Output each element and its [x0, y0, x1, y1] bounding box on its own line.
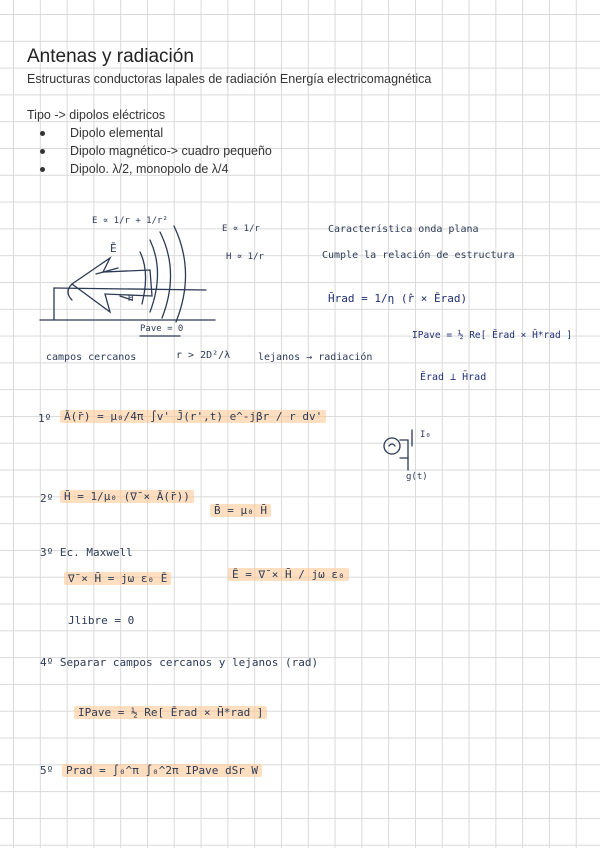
- step-1-equation: Ā(r̄) = μ₀/4π ∫v' J̄(r',t) e^-jβr / r dv': [60, 410, 326, 423]
- h-proportional: H ∝ 1/r: [226, 252, 264, 262]
- far-field: lejanos → radiación: [258, 352, 373, 363]
- e-field-label: Ē: [110, 242, 117, 255]
- far-condition: r > 2D²/λ: [176, 350, 231, 361]
- page-title: Antenas y radiación: [27, 46, 194, 67]
- step-3-equation-2: Ē = ∇̄ × H̄ / jω ε₀: [228, 568, 349, 581]
- types-heading: Tipo -> dipolos eléctricos: [27, 108, 166, 122]
- plane-wave-line1: Característica onda plana: [328, 224, 479, 235]
- step-5-eq-wrap: [62, 764, 262, 777]
- page-subtitle: Estructuras conductoras lapales de radiación Energía electricomagnética: [27, 72, 432, 86]
- step-2-b-relation: B̄ = μ₀ H̄: [210, 504, 271, 517]
- step-4-title: 4º Separar campos cercanos y lejanos (rad): [40, 656, 319, 669]
- step-5-number: 5º: [40, 764, 54, 777]
- list-item: Dipolo elemental: [70, 126, 164, 140]
- near-field: campos cercanos: [46, 352, 137, 363]
- source-signal: g(t): [406, 472, 428, 482]
- list-item: Dipolo. λ/2, monopolo de λ/4: [70, 162, 229, 176]
- hrad-equation: H̄rad = 1/η (r̂ × Ērad): [328, 292, 468, 305]
- source-current: I₀: [420, 430, 431, 440]
- step-3-eq1-wrap: [64, 572, 171, 585]
- step-3-equation-1: ∇̄ × H̄ = jω ε₀ Ē: [64, 572, 171, 585]
- step-2-number: 2º: [40, 492, 54, 505]
- step-4-eq-wrap: [74, 706, 267, 719]
- step-5-equation: Prad = ∫₀^π ∫₀^2π IPave dSr W: [62, 764, 262, 777]
- plane-wave-line2: Cumple la relación de estructura: [322, 250, 515, 261]
- pave-zero: Pave = 0: [140, 324, 184, 334]
- pave-equation: IPave = ½ Re[ Ērad × H̄*rad ]: [412, 330, 573, 341]
- h-field-label: H: [128, 294, 134, 304]
- step-3-title: 3º Ec. Maxwell: [40, 546, 133, 559]
- perp-relation: Ērad ⊥ H̄rad: [420, 372, 487, 383]
- step-3-jlibre: Jlibre = 0: [68, 614, 135, 627]
- e-proportional: E ∝ 1/r: [222, 224, 260, 234]
- step-1-equation-wrap: [60, 410, 326, 423]
- list-item: Dipolo magnético-> cuadro pequeño: [70, 144, 272, 158]
- step-2-equation: H̄ = 1/μ₀ (∇̄ × Ā(r̄)): [60, 490, 194, 503]
- field-relation: E ∝ 1/r + 1/r²: [92, 216, 168, 226]
- step-2-b-wrap: [210, 504, 271, 517]
- step-4-equation: IPave = ½ Re[ Ērad × H̄*rad ]: [74, 706, 267, 719]
- step-3-eq2-wrap: [228, 568, 349, 581]
- step-1-number: 1º: [38, 412, 52, 425]
- step-2-equation-wrap: [60, 490, 194, 503]
